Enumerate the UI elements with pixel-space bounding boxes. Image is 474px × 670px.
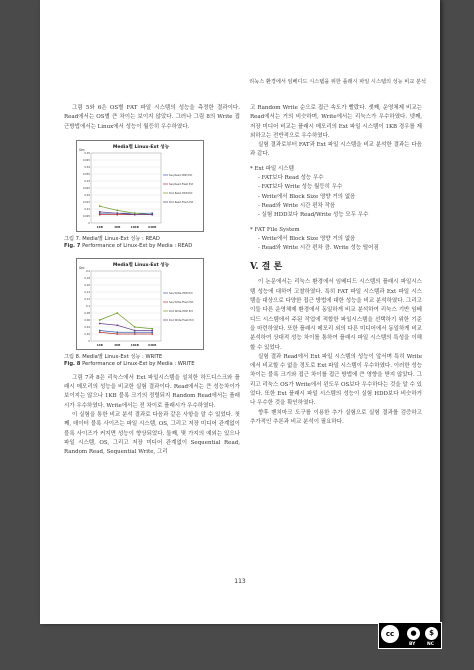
right-column bbox=[250, 104, 422, 427]
list-item: * FAT File System bbox=[250, 226, 300, 233]
data-point bbox=[99, 319, 101, 321]
y-tick-label: 0.08 bbox=[84, 311, 90, 315]
cc-license-badge bbox=[378, 622, 442, 649]
paper-page bbox=[40, 0, 440, 624]
paragraph: 향후 벤치마크 도구를 이용한 추가 실험으로 실험 결과를 검증하고 추가적인 추론과 비교 분석이 필요하다. bbox=[250, 409, 422, 425]
data-point bbox=[134, 333, 136, 335]
data-point bbox=[151, 214, 153, 216]
cc-icon: cc bbox=[381, 625, 399, 643]
paragraph: 고 Random Write 순으로 접근 속도가 빨랐다. 셋째, 운영체제 비교는 Read에서는 거의 비슷하며, Write에서는 리눅스가 우수하였다. 넷째, 저장 미디어 비교는 플래시 메모리의 Ext 파일 시스템이 1KB 경우를 제외하고는 전반적으로 우수하였다. bbox=[250, 105, 422, 139]
page-number: 113 bbox=[234, 578, 246, 585]
legend-label: Rnd Read-Flash Ext bbox=[169, 200, 194, 204]
data-point bbox=[116, 212, 118, 214]
data-point bbox=[134, 329, 136, 331]
y-tick-label: 0.025 bbox=[82, 186, 90, 190]
y-tick-label: 0.2 bbox=[86, 269, 90, 273]
y-tick-label: 0.04 bbox=[84, 325, 90, 329]
paragraph: 그림 5와 6은 OS별 FAT 파일 시스템의 성능을 측정한 결과이다. Read에서는 OS별 큰 차이는 보이지 않았다. 그러나 그림 8의 Write 접근방법에서는 Linux에서 성능이 월등히 우수하였다. bbox=[64, 105, 240, 130]
y-tick-label: 0.02 bbox=[84, 193, 90, 197]
x-tick-label: 1KB bbox=[96, 224, 103, 229]
caption-en-label: Fig. 8 bbox=[64, 360, 81, 367]
paragraph: 실험 결과 Read에서 Ext 파일 시스템의 성능이 앞서며 특히 Write에서 비교할 수 없을 정도로 Ext 파일 시스템이 우수하였다. 이러한 성능 차이는 블록 크기와 접근 차이를 접근 방법에 큰 영향을 받지 않았다. 그리고 리눅스 OS가 Write에서 윈도우 OS보다 우수하다는 것을 알 수 있었다. 또한 Ext 플래시 파일 시스템의 성능이 실험 HDD보다 비슷하거나 우수한 것을 확인하였다. bbox=[250, 353, 423, 407]
data-point bbox=[99, 329, 101, 331]
y-tick-label: 0.005 bbox=[82, 214, 90, 218]
y-tick-label: 0.04 bbox=[84, 165, 90, 169]
data-point bbox=[116, 312, 118, 314]
y-tick-label: 0.16 bbox=[84, 283, 90, 287]
x-tick-label: 1KB bbox=[96, 342, 103, 347]
data-point bbox=[151, 331, 153, 333]
chart-svg-read bbox=[77, 141, 205, 233]
legend-label: Seq Read-Flash Ext bbox=[169, 182, 194, 186]
fat-summary-list bbox=[250, 226, 422, 254]
no-dollar-icon: $ bbox=[425, 627, 438, 640]
chart-title: Media별 Linux-Ext 성능 bbox=[112, 262, 170, 268]
data-point bbox=[99, 205, 101, 207]
y-tick-label: 0.1 bbox=[86, 304, 90, 308]
legend-label: Seq Read-HDD Ext bbox=[169, 173, 193, 177]
y-tick-label: 0.01 bbox=[84, 207, 90, 211]
data-point bbox=[116, 209, 118, 211]
data-point bbox=[99, 322, 101, 324]
data-point bbox=[99, 211, 101, 213]
caption-ko: 그림 7. Media별 Linux-Ext 성능 : READ bbox=[64, 235, 160, 242]
caption-en-label: Fig. 7 bbox=[64, 242, 81, 249]
caption-en bbox=[64, 243, 240, 250]
figure-caption-7 bbox=[64, 236, 240, 250]
x-tick-label: 16KB bbox=[130, 342, 139, 347]
caption-en-text: Performance of Linux-Ext by Media : WRITE bbox=[80, 360, 195, 367]
list-item: - Read와 Write 시간 편차 작음 bbox=[258, 202, 336, 209]
caption-en bbox=[64, 361, 240, 368]
paragraph: 이 논문에서는 리눅스 환경에서 임베디드 시스템의 플래시 파일시스템 성능에 대하여 고찰하였다. 특히 FAT 파일 시스템과 Ext 파일 시스템을 대상으로 다양한 접근 방법에 대한 성능을 비교 분석하였다. 그리고 이들 다른 운영체제 환경에서 동일하게 비교 분석하여 리눅스 기반 임베디드 시스템에서 주된 작업에 적합한 파일시스템을 선택하기 위한 기준을 마련하였다. 또한 플래시 메모리 외의 다른 미디어에서 동일하게 비교 분석하여 상대적 성능 차이를 통하여 플래시 파일 시스템의 특성을 이해할 수 있었다. bbox=[250, 279, 422, 351]
paragraph: 그림 7과 8은 리눅스에서 Ext 파일시스템을 설치한 하드디스크와 플래시 메모리의 성능을 비교한 실험 결과이다. Read에서는 큰 성능차이가 보이지는 않으나 1KB 블록 크기의 정렬되지 Random Read에서는 플래시가 우수하였다. Write에서는 전 차이로 플래시가 우수하였다. bbox=[64, 374, 240, 409]
x-tick-label: 16KB bbox=[130, 224, 139, 229]
list-item: * Ext 파일 시스템 bbox=[250, 165, 294, 172]
caption-ko: 그림 8. Media별 Linux-Ext 성능 : WRITE bbox=[64, 353, 163, 360]
y-tick-label: 0 bbox=[88, 221, 90, 225]
y-tick-label: 0.12 bbox=[84, 297, 90, 301]
ext-summary-list bbox=[250, 165, 422, 221]
figure-caption-8 bbox=[64, 354, 240, 368]
y-tick-label: 0.03 bbox=[84, 179, 90, 183]
list-item: - FAT보다 Read 성능 우수 bbox=[258, 175, 324, 182]
section-title-conclusion: V. 결 론 bbox=[250, 262, 283, 273]
left-column bbox=[64, 104, 240, 458]
data-point bbox=[116, 333, 118, 335]
chart-title: Media별 Linux-Ext 성능 bbox=[112, 144, 170, 150]
legend-label: Rnd Read-HDD Ext bbox=[169, 191, 193, 195]
legend-label: Rnd Write-Flash Ext bbox=[169, 318, 194, 322]
data-point bbox=[134, 326, 136, 328]
running-header: 리눅스 환경에서 임베디드 시스템을 위한 플래시 파일 시스템의 성능 비교 분석 bbox=[249, 79, 426, 85]
y-tick-label: 0.015 bbox=[82, 200, 90, 204]
chart-linux-ext-write bbox=[76, 258, 204, 350]
legend-label: Rnd Write-HDD Ext bbox=[169, 309, 193, 313]
data-point bbox=[116, 324, 118, 326]
cc-nc-label: NC bbox=[427, 642, 435, 647]
data-point bbox=[134, 331, 136, 333]
x-tick-label: 4KB bbox=[114, 224, 121, 229]
y-tick-label: 0.18 bbox=[84, 276, 90, 280]
x-tick-label: 64KB bbox=[148, 342, 157, 347]
y-axis-label: Sec bbox=[79, 265, 85, 270]
data-point bbox=[134, 214, 136, 216]
list-item: - Read와 Write 시간 편차 큼. Write 성능 떨어짐 bbox=[258, 245, 379, 252]
data-point bbox=[99, 214, 101, 216]
chart-svg-write bbox=[77, 259, 205, 351]
chart-linux-ext-read bbox=[76, 140, 204, 232]
data-point bbox=[151, 329, 153, 331]
list-item: - 실험 HDD보다 Read/Write 성능 모두 우수 bbox=[258, 212, 369, 219]
y-tick-label: 0.045 bbox=[82, 158, 90, 162]
caption-en-text: Performance of Linux-Ext by Media : READ bbox=[80, 242, 193, 249]
y-tick-label: 0.06 bbox=[84, 318, 90, 322]
x-tick-label: 4KB bbox=[114, 342, 121, 347]
legend-label: Seq Write-HDD Ext bbox=[169, 291, 193, 295]
paragraph: 이 실험을 통한 비교 분석 결과로 다음과 같은 사항을 알 수 있었다. 첫째, 데이터 블록 사이즈는 파일 시스템, OS, 그리고 저장 미디어 관계없이 블록 사이즈가 커지면 성능이 향상되었다. 둘째, 몇 가지의 예외는 있으나 파일 시스템, OS, 그리고 저장 미디어 관계없이 Sequential Read, Random Read, Sequential Write, 그리 bbox=[64, 412, 240, 456]
list-item: - Write에서 Block Size 영향 거의 없음 bbox=[258, 193, 356, 200]
person-icon: ● bbox=[407, 627, 420, 640]
y-tick-label: 0.14 bbox=[84, 290, 90, 294]
data-point bbox=[151, 333, 153, 335]
y-tick-label: 0.05 bbox=[84, 151, 90, 155]
list-item: - Write에서 Block Size 영향 거의 없음 bbox=[258, 235, 356, 242]
list-item: - FAT보다 Write 성능 월등히 우수 bbox=[258, 184, 343, 191]
y-tick-label: 0 bbox=[88, 339, 90, 343]
y-axis-label: Sec bbox=[79, 147, 85, 152]
y-tick-label: 0.035 bbox=[82, 172, 90, 176]
legend-label: Seq Write-Flash Ext bbox=[169, 300, 194, 304]
x-tick-label: 64KB bbox=[148, 224, 157, 229]
data-point bbox=[151, 328, 153, 330]
paragraph: 실험 결과로부터 FAT과 Ext 파일 시스템을 비교 분석한 결과는 다음과 같다. bbox=[250, 142, 422, 158]
data-point bbox=[99, 331, 101, 333]
cc-by-label: BY bbox=[409, 642, 416, 647]
data-point bbox=[116, 331, 118, 333]
y-tick-label: 0.02 bbox=[84, 332, 90, 336]
